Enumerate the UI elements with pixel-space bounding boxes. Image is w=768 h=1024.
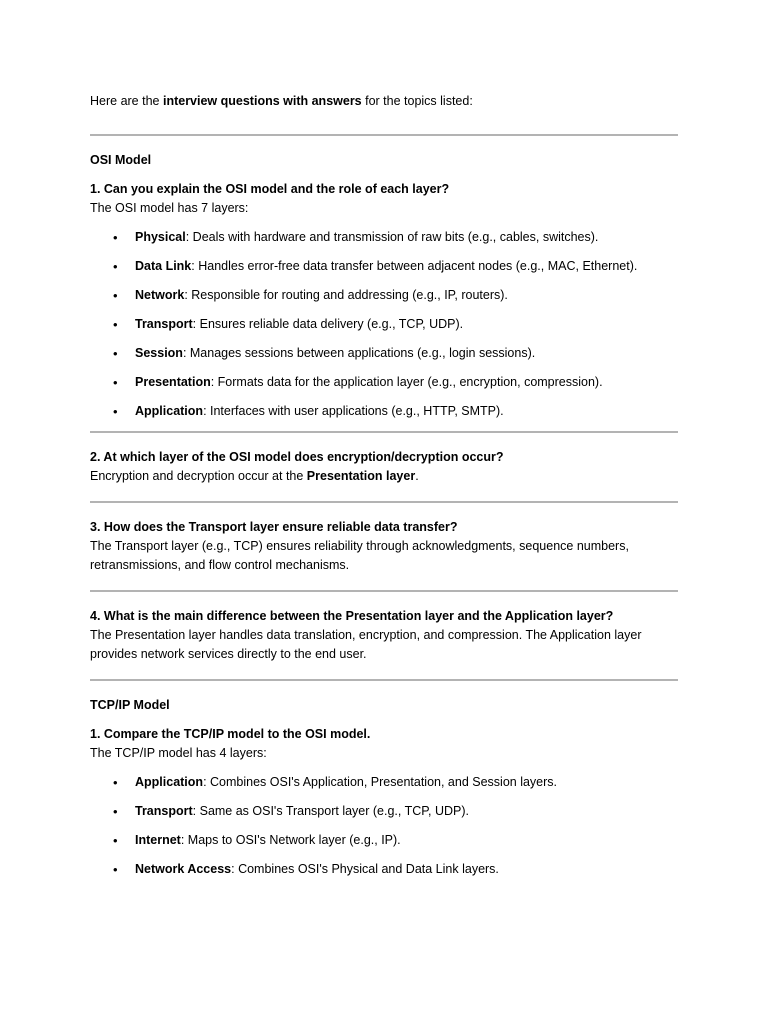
list-item-desc: : Maps to OSI's Network layer (e.g., IP). [180, 833, 401, 847]
answer-text: The TCP/IP model has 4 layers: [90, 746, 267, 760]
answer-text: The Transport layer (e.g., TCP) ensures reliability through acknowledgments, sequence numbers, retransmissions, and flow control mechanisms. [90, 539, 629, 572]
list-item-desc: : Combines OSI's Application, Presentation, and Session layers. [203, 775, 558, 789]
section-title-tcpip: TCP/IP Model [90, 698, 170, 712]
question-heading: 2. At which layer of the OSI model does encryption/decryption occur? [90, 450, 504, 464]
answer-text: The Presentation layer handles data translation, encryption, and compression. The Application layer provides network services directly to the end user. [90, 628, 642, 661]
list-item [90, 402, 678, 421]
list-item [90, 373, 678, 392]
divider [90, 134, 678, 136]
list-item [90, 257, 678, 276]
list-item-term: Application [135, 775, 204, 789]
list-item-term: Physical [135, 230, 186, 244]
answer-text: The OSI model has 7 layers: [90, 201, 249, 215]
list-item-desc: : Combines OSI's Physical and Data Link layers. [231, 862, 499, 876]
intro-paragraph [90, 92, 678, 111]
list-item-term: Presentation [135, 375, 211, 389]
question-heading: 1. Can you explain the OSI model and the role of each layer? [90, 182, 450, 196]
divider [90, 431, 678, 433]
list-item [90, 286, 678, 305]
list-item-term: Session [135, 346, 183, 360]
tcpip-layer-list [90, 773, 678, 879]
list-item-term: Application [135, 404, 204, 418]
list-item-desc: : Responsible for routing and addressing (e.g., IP, routers). [184, 288, 508, 302]
list-item-desc: : Handles error-free data transfer between adjacent nodes (e.g., MAC, Ethernet). [191, 259, 638, 273]
answer-bold: Presentation layer [306, 469, 416, 483]
intro-prefix: Here are the [90, 94, 163, 108]
list-item [90, 315, 678, 334]
divider [90, 501, 678, 503]
qa-block [90, 518, 678, 575]
list-item-term: Network Access [135, 862, 232, 876]
section-title-osi: OSI Model [90, 153, 152, 167]
qa-block [90, 448, 678, 486]
list-item-term: Network [135, 288, 185, 302]
qa-block [90, 607, 678, 664]
divider [90, 679, 678, 681]
osi-layer-list [90, 228, 678, 421]
list-item-term: Data Link [135, 259, 192, 273]
answer-text [90, 467, 678, 486]
list-item-desc: : Same as OSI's Transport layer (e.g., TCP, UDP). [192, 804, 469, 818]
answer-prefix: Encryption and decryption occur at the [90, 469, 307, 483]
answer-suffix: . [415, 469, 419, 483]
list-item-term: Transport [135, 804, 193, 818]
list-item [90, 773, 678, 792]
list-item [90, 228, 678, 247]
list-item-desc: : Manages sessions between applications (e.g., login sessions). [182, 346, 536, 360]
question-heading: 1. Compare the TCP/IP model to the OSI model. [90, 727, 371, 741]
list-item-desc: : Formats data for the application layer (e.g., encryption, compression). [210, 375, 603, 389]
list-item [90, 860, 678, 879]
list-item [90, 344, 678, 363]
list-item-term: Internet [135, 833, 181, 847]
intro-bold: interview questions with answers [162, 94, 362, 108]
question-heading: 3. How does the Transport layer ensure reliable data transfer? [90, 520, 458, 534]
intro-suffix: for the topics listed: [361, 94, 473, 108]
list-item [90, 802, 678, 821]
list-item-term: Transport [135, 317, 193, 331]
list-item-desc: : Deals with hardware and transmission of raw bits (e.g., cables, switches). [185, 230, 599, 244]
list-item-desc: : Ensures reliable data delivery (e.g., TCP, UDP). [192, 317, 464, 331]
list-item-desc: : Interfaces with user applications (e.g., HTTP, SMTP). [203, 404, 504, 418]
list-item [90, 831, 678, 850]
question-heading: 4. What is the main difference between the Presentation layer and the Application layer? [90, 609, 614, 623]
divider [90, 590, 678, 592]
